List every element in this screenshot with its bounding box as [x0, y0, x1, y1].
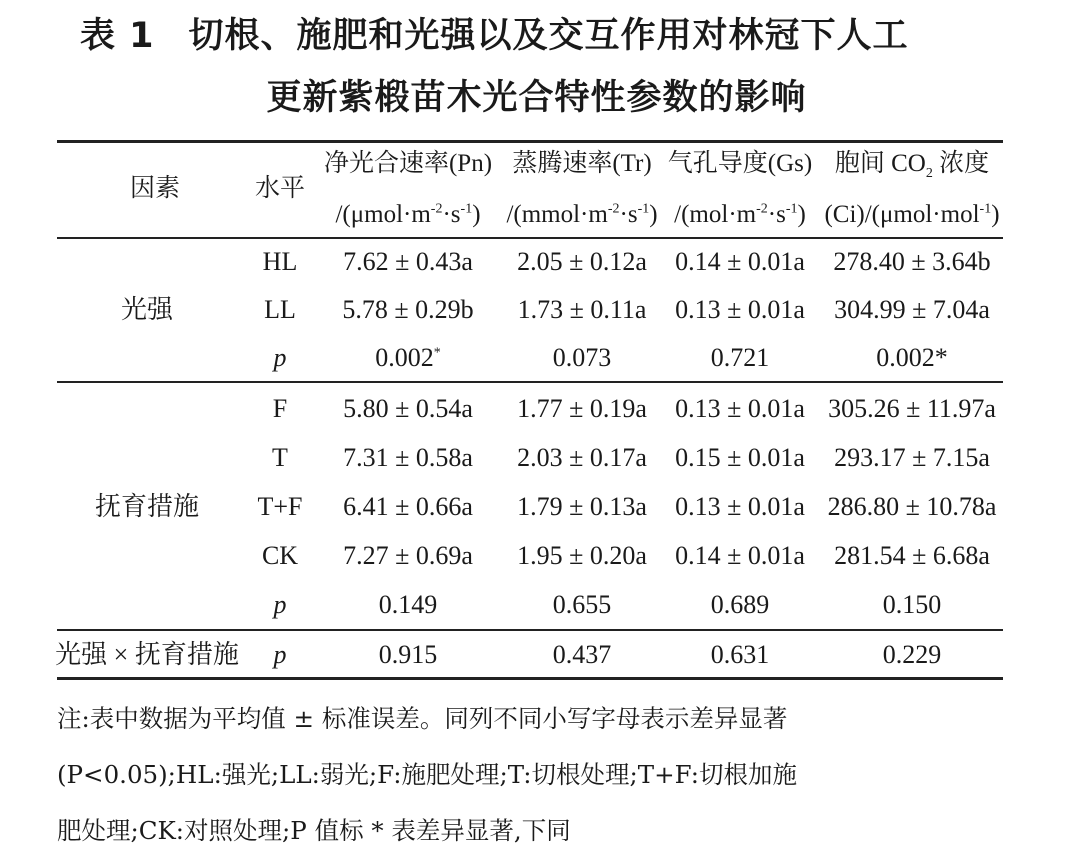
group-label-cultivation: 抚育措施 — [94, 492, 200, 521]
tr-cell: 1.95 ± 0.20a — [517, 541, 647, 570]
row-level: T — [272, 443, 288, 472]
ci-cell: 0.229 — [882, 640, 942, 669]
table-title-text: 切根、施肥和光强以及交互作用对林冠下人工 — [188, 16, 909, 56]
pn-cell: 7.62 ± 0.43a — [343, 247, 473, 276]
gs-cell: 0.721 — [710, 343, 770, 372]
group-rule-2 — [57, 629, 1003, 631]
pn-cell: 0.002* — [375, 343, 441, 372]
tr-cell: 1.79 ± 0.13a — [517, 492, 647, 521]
header-gs-name: 气孔导度(Gs) — [667, 150, 813, 177]
gs-cell: 0.689 — [710, 590, 770, 619]
row-level: p — [273, 590, 287, 619]
pn-cell: 6.41 ± 0.66a — [343, 492, 473, 521]
header-factor: 因素 — [129, 175, 181, 202]
table-top-rule — [57, 140, 1003, 143]
header-pn-unit: $/(\mu mol\cdot m^{-2}\cdot s^{-1})$ — [335, 201, 481, 228]
ci-cell: 305.26 ± 11.97a — [828, 394, 996, 423]
group-rule-1 — [57, 381, 1003, 383]
ci-cell: 286.80 ± 10.78a — [827, 492, 997, 521]
pn-cell: 0.915 — [378, 640, 438, 669]
ci-cell: 281.54 ± 6.68a — [834, 541, 990, 570]
pn-cell: 0.149 — [378, 590, 438, 619]
pn-cell: 5.78 ± 0.29b — [342, 295, 474, 324]
header-ci-name: 胞间 $CO_2$ 浓度 — [834, 150, 990, 181]
pn-cell: 7.31 ± 0.58a — [343, 443, 473, 472]
row-level: p — [273, 343, 287, 372]
gs-cell: 0.13 ± 0.01a — [675, 492, 805, 521]
gs-cell: 0.14 ± 0.01a — [675, 247, 805, 276]
table-note-line-3: 肥处理;CK:对照处理;P 值标 * 表差异显著,下同 — [57, 816, 571, 845]
gs-cell: 0.13 ± 0.01a — [675, 394, 805, 423]
ci-cell: 304.99 ± 7.04a — [834, 295, 990, 324]
ci-cell: 293.17 ± 7.15a — [834, 443, 990, 472]
group-label-interaction: 光强 × 抚育措施 — [55, 640, 239, 669]
table-title-line-1 — [80, 8, 1073, 58]
group-label-light: 光强 — [120, 295, 174, 324]
ci-cell: 0.002* — [876, 343, 948, 372]
table-note-line-1: 注:表中数据为平均值 ± 标准误差。同列不同小写字母表示差异显著 — [57, 704, 788, 733]
gs-cell: 0.14 ± 0.01a — [675, 541, 805, 570]
row-level: T+F — [257, 492, 303, 521]
header-tr-name: 蒸腾速率(Tr) — [512, 150, 652, 177]
tr-cell: 1.77 ± 0.19a — [517, 394, 647, 423]
gs-cell: 0.13 ± 0.01a — [675, 295, 805, 324]
row-level: HL — [262, 247, 298, 276]
tr-cell: 2.05 ± 0.12a — [517, 247, 647, 276]
row-level: F — [272, 394, 288, 423]
pn-cell: 7.27 ± 0.69a — [343, 541, 473, 570]
header-pn-name: 净光合速率(Pn) — [323, 150, 493, 177]
table-number: 表 1 — [80, 16, 155, 56]
tr-cell: 1.73 ± 0.11a — [517, 295, 647, 324]
header-level: 水平 — [254, 175, 306, 202]
gs-cell: 0.15 ± 0.01a — [675, 443, 805, 472]
table-note-line-2: (P<0.05);HL:强光;LL:弱光;F:施肥处理;T:切根处理;T+F:切根加施 — [57, 760, 797, 789]
header-tr-unit: $/(mmol\cdot m^{-2}\cdot s^{-1})$ — [506, 201, 658, 228]
row-level: p — [273, 640, 287, 669]
table-title-line-2: 更新紫椴苗木光合特性参数的影响 — [266, 78, 807, 118]
table-bottom-rule — [57, 677, 1003, 680]
ci-cell: 0.150 — [882, 590, 942, 619]
header-rule — [57, 237, 1003, 239]
row-level: LL — [264, 295, 296, 324]
tr-cell: 0.655 — [552, 590, 612, 619]
ci-cell: 278.40 ± 3.64b — [833, 247, 991, 276]
header-ci-unit: (Ci)/(μmol·mol$^{-1}$) — [824, 201, 1000, 228]
row-level: CK — [261, 541, 299, 570]
gs-cell: 0.631 — [710, 640, 770, 669]
tr-cell: 0.437 — [552, 640, 612, 669]
tr-cell: 2.03 ± 0.17a — [517, 443, 647, 472]
pn-cell: 5.80 ± 0.54a — [343, 394, 473, 423]
tr-cell: 0.073 — [552, 343, 612, 372]
header-gs-unit: $/(mol\cdot m^{-2}\cdot s^{-1})$ — [674, 201, 806, 228]
